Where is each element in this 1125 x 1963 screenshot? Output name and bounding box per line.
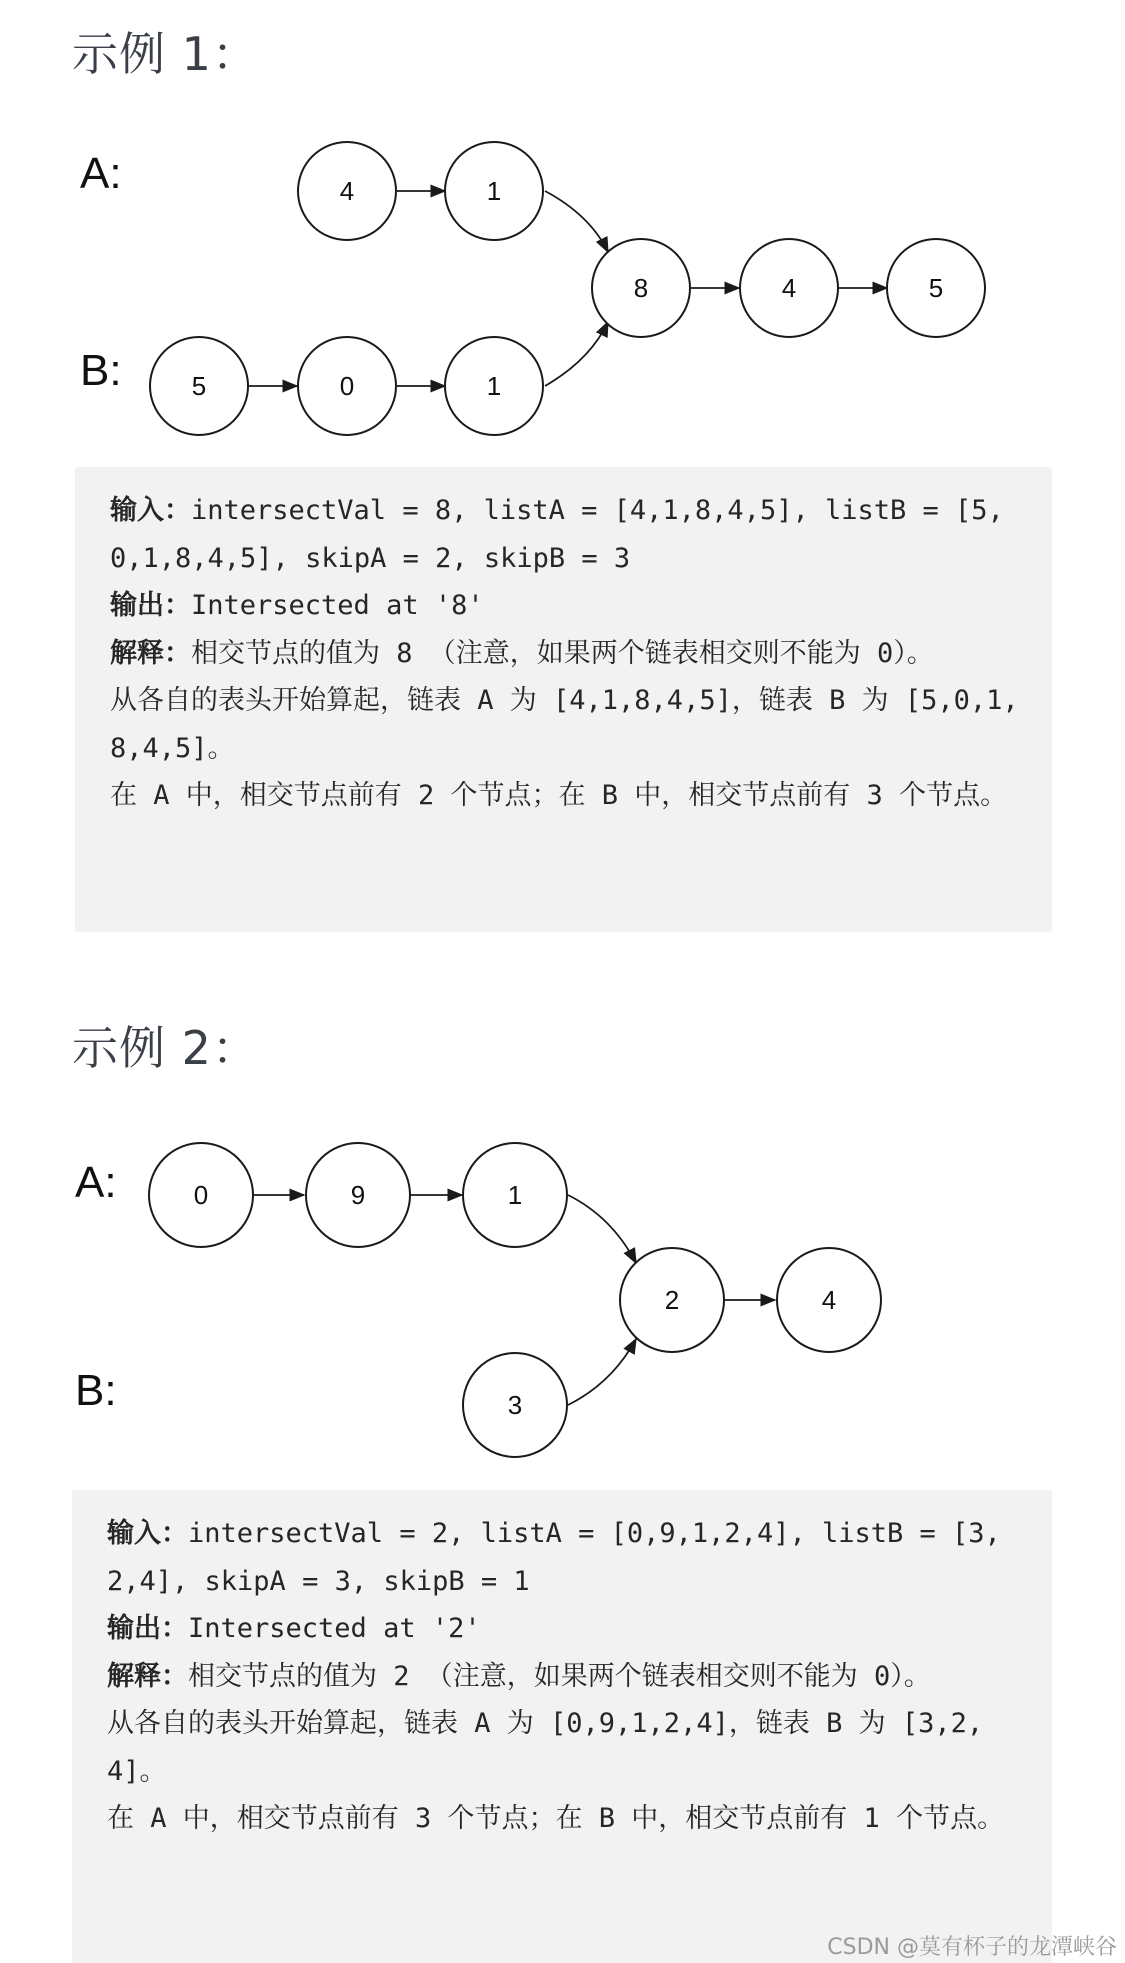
example-1-explanation [75,467,1052,932]
svg-text:1: 1 [486,371,502,401]
example-2-explanation [72,1490,1052,1963]
svg-text:0: 0 [193,1180,209,1210]
list-a-label: A: [75,1158,117,1207]
shared-node [777,1248,881,1352]
svg-text:8: 8 [633,273,649,303]
example-2-diagram [0,1135,1125,1465]
example-2-title: 示例 2： [72,1021,259,1075]
svg-text:4: 4 [339,176,355,206]
svg-text:4: 4 [781,273,797,303]
explanation-line: 在 A 中，相交节点前有 3 个节点；在 B 中，相交节点前有 1 个节点。 [107,1803,1005,1834]
shared-node [740,239,838,337]
list-b-node [445,337,543,435]
svg-text:2: 2 [664,1285,680,1315]
explanation-line: 在 A 中，相交节点前有 2 个节点；在 B 中，相交节点前有 3 个节点。 [110,780,1008,811]
list-a-node [149,1143,253,1247]
example-1-diagram [0,120,1125,450]
svg-text:9: 9 [350,1180,366,1210]
explanation-line: 从各自的表头开始算起，链表 A 为 [4,1,8,4,5]，链表 B 为 [5,0,1,8,4,5]。 [110,685,1019,764]
edge-b0-shared [568,1339,636,1405]
svg-text:0: 0 [339,371,355,401]
explanation-line: 解释：相交节点的值为 2 （注意，如果两个链表相交则不能为 0）。 [107,1660,931,1692]
list-a-node [445,142,543,240]
list-b-node [150,337,248,435]
edge-a1-shared [545,191,608,252]
edge-b2-shared [545,322,608,386]
svg-text:1: 1 [507,1180,523,1210]
svg-text:5: 5 [928,273,944,303]
svg-text:3: 3 [507,1390,523,1420]
input-line: 输入：intersectVal = 2, listA = [0,9,1,2,4], listB = [3,2,4], skipA = 3, skipB = 1 [107,1518,1001,1597]
input-line: 输入：intersectVal = 8, listA = [4,1,8,4,5], listB = [5,0,1,8,4,5], skipA = 2, skipB = 3 [110,495,1004,574]
svg-text:1: 1 [486,176,502,206]
watermark: CSDN @莫有杯子的龙潭峡谷 [827,1935,1117,1960]
shared-node [887,239,985,337]
list-b-node [298,337,396,435]
list-a-node [306,1143,410,1247]
edge-a2-shared [568,1195,636,1263]
list-a-node [463,1143,567,1247]
list-b-label: B: [80,346,122,395]
svg-text:5: 5 [191,371,207,401]
shared-node [620,1248,724,1352]
example-1-title: 示例 1： [72,27,259,81]
shared-node [592,239,690,337]
output-line: 输出：Intersected at '8' [110,590,484,621]
list-b-node [463,1353,567,1457]
explanation-line: 解释：相交节点的值为 8 （注意，如果两个链表相交则不能为 0）。 [110,637,934,669]
explanation-line: 从各自的表头开始算起，链表 A 为 [0,9,1,2,4]，链表 B 为 [3,2,4]。 [107,1708,984,1787]
list-b-label: B: [75,1366,117,1415]
svg-text:4: 4 [821,1285,837,1315]
list-a-label: A: [80,149,122,198]
output-line: 输出：Intersected at '2' [107,1613,481,1644]
list-a-node [298,142,396,240]
